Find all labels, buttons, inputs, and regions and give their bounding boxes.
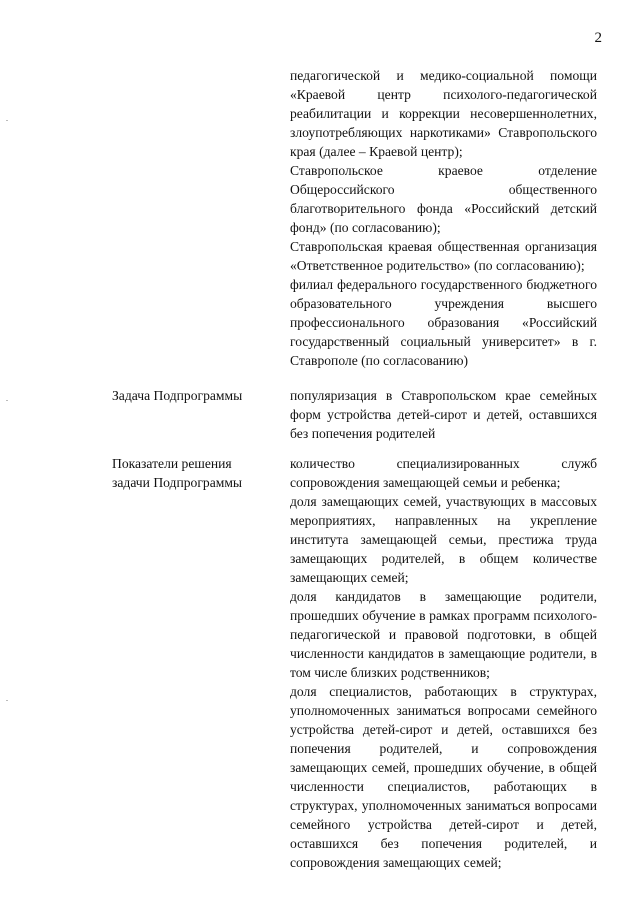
page-number: 2	[594, 30, 602, 46]
indicator-paragraph-3: доля кандидатов в замещающие родители, прошедших обучение в рамках программ психолого-педагогической и правовой подготовки, в общей численности кандидатов в замещающие родители, в том числе близких родственников;	[290, 589, 597, 680]
indicators-label-line-1: Показатели решения	[112, 456, 232, 471]
indicators-label-line-2: задачи Подпрограммы	[112, 475, 243, 490]
task-text	[290, 386, 597, 443]
intro-paragraph-3: Ставропольская краевая общественная организация «Ответственное родительство» (по согласованию);	[290, 239, 597, 273]
intro-paragraph-4: филиал федерального государственного бюджетного образовательного учреждения высшего профессионального образования «Российский государственный социальный университет» в г. Ставрополе (по согласованию)	[290, 277, 597, 368]
intro-section	[290, 66, 597, 370]
indicators-label	[112, 454, 272, 492]
indicator-paragraph-1: количество специализированных служб сопровождения замещающей семьи и ребенка;	[290, 456, 597, 490]
intro-paragraph-1: педагогической и медико-социальной помощи «Краевой центр психолого-педагогической реабилитации и коррекции несовершеннолетних, злоупотребляющих наркотиками» Ставропольского края (далее – Краевой центр);	[290, 68, 597, 159]
scan-edge-mark	[6, 400, 8, 401]
intro-paragraph-2: Ставропольское краевое отделение Общероссийского общественного благотворительного фонда «Российский детский фонд» (по согласованию);	[290, 163, 597, 235]
task-label: Задача Подпрограммы	[112, 388, 243, 403]
scan-edge-mark	[6, 700, 8, 701]
indicator-paragraph-4: доля специалистов, работающих в структурах, уполномоченных заниматься вопросами семейного устройства детей-сирот и детей, оставшихся без попечения родителей, и сопровождения замещающих семей, прошедших обучение, в общей численности специалистов, работающих в структурах, уполномоченных заниматься вопросами семейного устройства детей-сирот и детей, оставшихся без попечения родителей, и сопровождения замещающих семей;	[290, 684, 597, 870]
indicators-section	[290, 454, 597, 872]
indicator-paragraph-2: доля замещающих семей, участвующих в массовых мероприятиях, направленных на укрепление института замещающей семьи, престижа труда замещающих родителей, в общем количестве замещающих семей;	[290, 494, 597, 585]
task-paragraph: популяризация в Ставропольском крае семейных форм устройства детей-сирот и детей, оставшихся без попечения родителей	[290, 388, 597, 441]
scan-edge-mark	[6, 120, 8, 121]
